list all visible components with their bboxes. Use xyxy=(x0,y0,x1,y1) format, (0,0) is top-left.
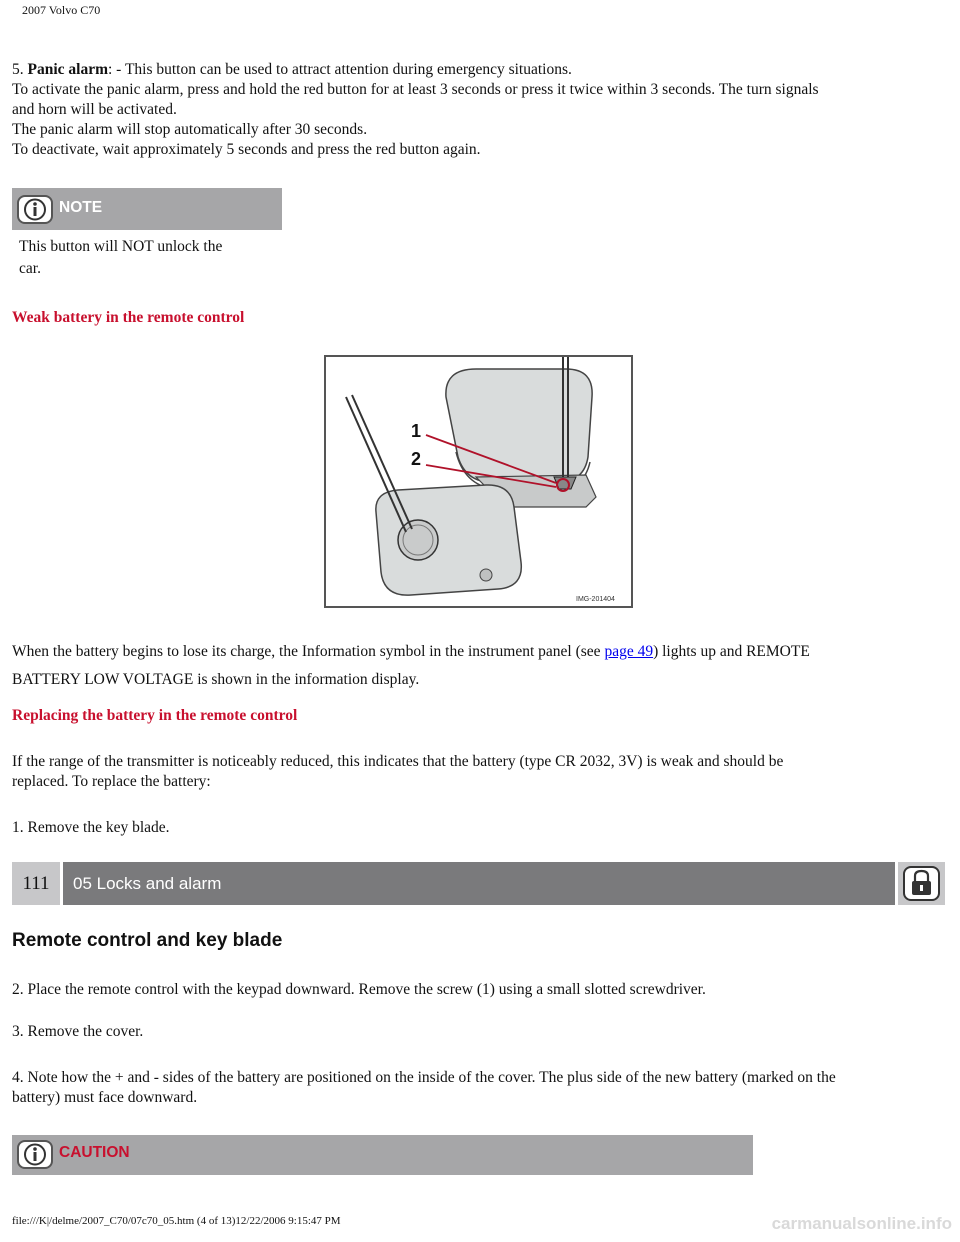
panic-number: 5. xyxy=(12,61,28,78)
step-4-line: 4. Note how the + and - sides of the battery are positioned on the inside of the cover. The plus side of the new battery (marked on the xyxy=(12,1069,836,1086)
figure-label-1: 1 xyxy=(411,421,422,441)
weak-battery-heading: Weak battery in the remote control xyxy=(12,309,245,326)
note-box xyxy=(12,188,282,230)
replacing-line: If the range of the transmitter is noticeably reduced, this indicates that the battery (type CR 2032, 3V) is weak and should be xyxy=(12,753,784,770)
note-title: NOTE xyxy=(59,199,103,216)
lock-chapter-icon xyxy=(898,862,945,905)
page-header: 2007 Volvo C70 xyxy=(22,3,101,17)
remote-battery-figure xyxy=(324,355,633,608)
panic-line: The panic alarm will stop automatically after 30 seconds. xyxy=(12,121,368,138)
panic-line: To activate the panic alarm, press and hold the red button for at least 3 seconds or press it twice within 3 seconds. The turn signals xyxy=(12,81,819,98)
panic-alarm-paragraph xyxy=(12,60,942,160)
replacing-text xyxy=(12,752,942,792)
figure-label-2: 2 xyxy=(411,449,422,469)
remote-battery-illustration xyxy=(326,357,631,606)
chapter-bar xyxy=(12,862,945,905)
replacing-battery-heading: Replacing the battery in the remote control xyxy=(12,707,298,724)
step-4-line: battery) must face downward. xyxy=(12,1089,198,1106)
note-text-line: This button will NOT unlock the xyxy=(19,238,223,255)
info-icon xyxy=(17,195,53,224)
section-heading: Remote control and key blade xyxy=(12,930,283,951)
watermark: carmanualsonline.info xyxy=(771,1214,952,1233)
weak-battery-text-part: ) lights up and REMOTE xyxy=(653,643,810,660)
note-text-line: car. xyxy=(19,260,41,277)
weak-battery-text-line: BATTERY LOW VOLTAGE is shown in the information display. xyxy=(12,671,420,688)
weak-battery-text xyxy=(12,638,942,694)
panic-line: : - This button can be used to attract attention during emergency situations. xyxy=(108,61,572,78)
note-text xyxy=(19,236,269,280)
page-49-link[interactable]: page 49 xyxy=(604,643,654,660)
weak-battery-text-part: When the battery begins to lose its charge, the Information symbol in the instrument panel (see xyxy=(12,643,605,660)
info-icon xyxy=(17,1140,53,1169)
panic-line: To deactivate, wait approximately 5 seconds and press the red button again. xyxy=(12,141,481,158)
replacing-line: replaced. To replace the battery: xyxy=(12,773,211,790)
step-2: 2. Place the remote control with the keypad downward. Remove the screw (1) using a small slotted screwdriver. xyxy=(12,981,706,998)
step-1: 1. Remove the key blade. xyxy=(12,819,170,836)
page-number: 111 xyxy=(12,862,60,905)
panic-line: and horn will be activated. xyxy=(12,101,177,118)
caution-box xyxy=(12,1135,753,1175)
step-3: 3. Remove the cover. xyxy=(12,1023,144,1040)
panic-term: Panic alarm xyxy=(27,61,108,78)
page-footer: file:///K|/delme/2007_C70/07c70_05.htm (4 of 13)12/22/2006 9:15:47 PM xyxy=(12,1215,341,1227)
step-4 xyxy=(12,1068,942,1108)
chapter-title: 05 Locks and alarm xyxy=(63,862,895,905)
caution-title: CAUTION xyxy=(59,1144,130,1161)
figure-code: IMG-201404 xyxy=(576,596,615,603)
